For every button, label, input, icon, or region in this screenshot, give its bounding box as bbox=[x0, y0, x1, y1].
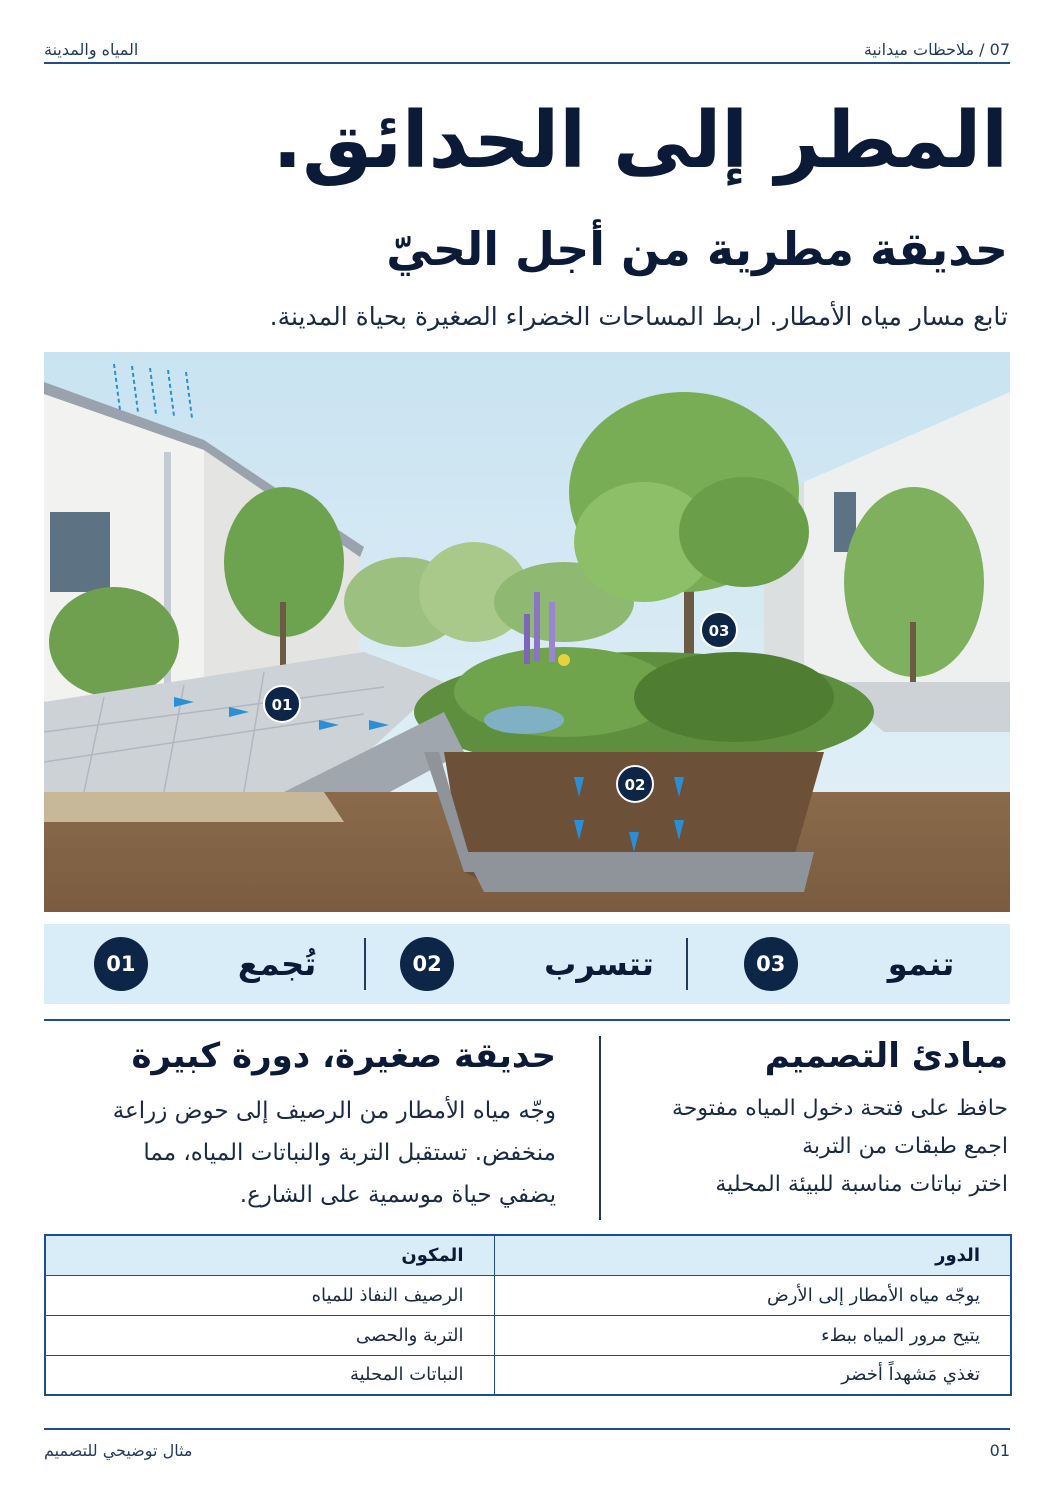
header-component: المكون bbox=[45, 1235, 494, 1275]
lead-text: تابع مسار مياه الأمطار. اربط المساحات الخضراء الصغيرة بحياة المدينة. bbox=[269, 302, 1008, 331]
cycle-heading: حديقة صغيرة، دورة كبيرة bbox=[131, 1036, 556, 1076]
column-divider bbox=[599, 1036, 601, 1220]
marker-02-label: 02 bbox=[624, 776, 646, 794]
page-title: المطر إلى الحدائق. bbox=[272, 96, 1008, 186]
cell-component: التربة والحصى bbox=[45, 1315, 494, 1355]
top-divider bbox=[44, 62, 1010, 64]
components-table bbox=[44, 1234, 1012, 1396]
top-bar bbox=[44, 36, 1010, 62]
process-steps bbox=[44, 924, 1010, 1004]
table-row bbox=[45, 1315, 1011, 1355]
marker-02 bbox=[617, 766, 653, 802]
step-label: تنمو bbox=[887, 945, 955, 983]
step-grow bbox=[688, 924, 1010, 1004]
table-header-row bbox=[45, 1235, 1011, 1275]
rain-garden-illustration bbox=[44, 352, 1010, 912]
step-number: 03 bbox=[744, 937, 798, 991]
principle-item: حافظ على فتحة دخول المياه مفتوحة bbox=[671, 1096, 1008, 1121]
marker-01-label: 01 bbox=[271, 696, 293, 714]
cell-component: النباتات المحلية bbox=[45, 1355, 494, 1395]
section-label: 07 / ملاحظات ميدانية bbox=[863, 39, 1010, 59]
principles-list bbox=[628, 1090, 1008, 1204]
step-collect bbox=[44, 924, 366, 1004]
cycle-body: وجّه مياه الأمطار من الرصيف إلى حوض زراعة منخفض. تستقبل التربة والنباتات المياه، مما يضفي حياة موسمية على الشارع. bbox=[112, 1098, 556, 1208]
table-row bbox=[45, 1275, 1011, 1315]
header-role: الدور bbox=[494, 1235, 1011, 1275]
section-divider bbox=[44, 1019, 1010, 1021]
marker-01 bbox=[264, 686, 300, 722]
step-number: 01 bbox=[94, 937, 148, 991]
principle-item: اختر نباتات مناسبة للبيئة المحلية bbox=[715, 1172, 1008, 1197]
topic-label: المياه والمدينة bbox=[44, 39, 139, 59]
cell-role: تغذي مَشهداً أخضر bbox=[494, 1355, 1011, 1395]
table-row bbox=[45, 1355, 1011, 1395]
marker-03-label: 03 bbox=[708, 622, 730, 640]
cycle-section bbox=[86, 1036, 556, 1216]
cell-role: يتيح مرور المياه ببطء bbox=[494, 1315, 1011, 1355]
page-number: 01 bbox=[989, 1440, 1010, 1460]
principles-heading: مبادئ التصميم bbox=[764, 1036, 1008, 1076]
step-infiltrate bbox=[366, 924, 688, 1004]
step-number: 02 bbox=[400, 937, 454, 991]
step-label: تُجمع bbox=[237, 945, 317, 983]
step-label: تتسرب bbox=[544, 945, 654, 983]
bottom-divider bbox=[44, 1428, 1010, 1430]
page-subtitle: حديقة مطرية من أجل الحيّ bbox=[386, 222, 1008, 276]
cell-component: الرصيف النفاذ للمياه bbox=[45, 1275, 494, 1315]
cell-role: يوجّه مياه الأمطار إلى الأرض bbox=[494, 1275, 1011, 1315]
marker-03 bbox=[701, 612, 737, 648]
design-principles bbox=[628, 1036, 1008, 1204]
principle-item: اجمع طبقات من التربة bbox=[802, 1134, 1008, 1159]
footer-note: مثال توضيحي للتصميم bbox=[44, 1440, 193, 1460]
footer bbox=[44, 1438, 1010, 1462]
